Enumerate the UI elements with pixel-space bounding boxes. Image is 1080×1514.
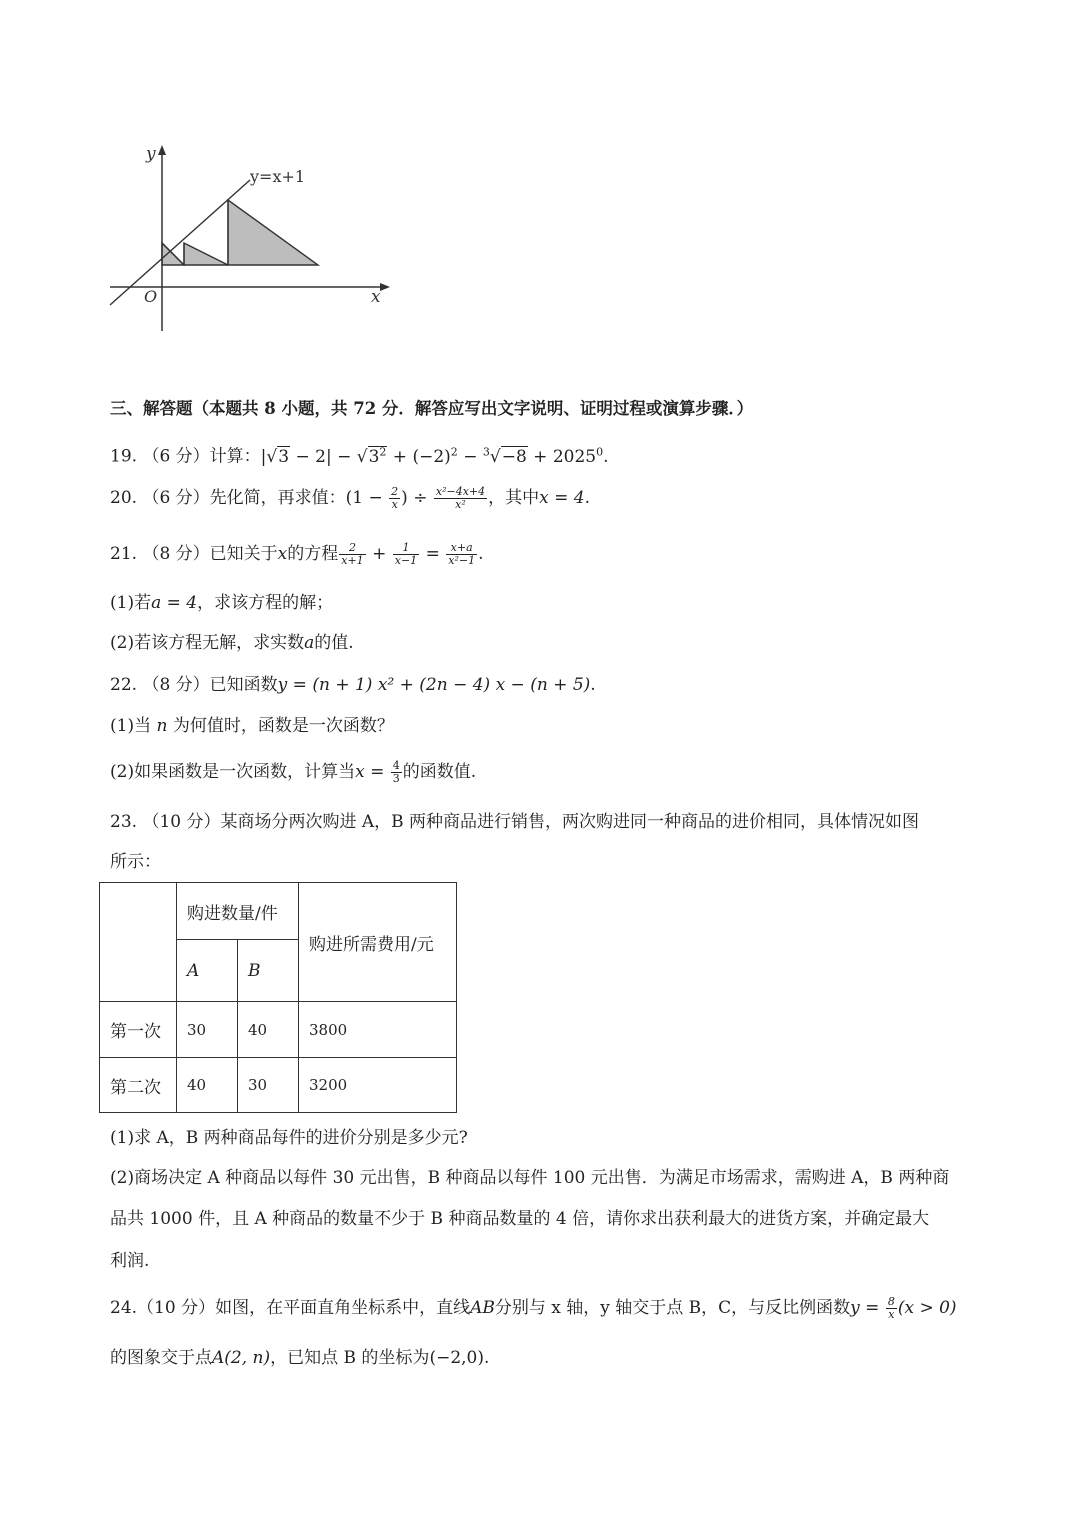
line-label: y=x+1 (250, 167, 306, 186)
origin-label: O (144, 287, 158, 306)
question-21: 21. （8 分）已知关于x的方程 $\frac{2}{x+1}$ + $\frac{1}{x-1}$ = $\frac{x+a}{\text{x²−1}}$ . (110, 541, 484, 567)
question-23-line-2: 所示： (110, 852, 161, 872)
question-22-part-1: (1)当 n 为何值时，函数是一次函数？ (110, 716, 394, 736)
question-23-part-2-line-3: 利润. (110, 1251, 150, 1271)
question-21-part-1: (1)若a = 4，求该方程的解； (110, 593, 334, 613)
y-axis-arrow (158, 145, 166, 155)
question-23-line-1: 23. （10 分）某商场分两次购进 A，B 两种商品进行销售，两次购进同一种商品的进价相同，具体情况如图 (110, 812, 920, 832)
medium-triangle (184, 243, 228, 265)
question-22-part-2: (2)如果函数是一次函数，计算当x = $\frac{4}{3}$ 的函数值. (110, 759, 477, 785)
x-axis-arrow (380, 283, 390, 291)
question-20: 20. （6 分）先化简，再求值：(1 − $\frac{2}{x}$ ) ÷ $\frac{\text{x²−4x+4}}{\text{x²}}$ ，其中x = 4. (110, 485, 590, 511)
question-19: 19. （6 分）计算：$|√3 - 2| - √3^2 + (-2)^2 - ^3√-8 + 2025^0$. (110, 445, 609, 467)
question-24-line-2: 的图象交于点A(2, n)，已知点 B 的坐标为(−2,0). (110, 1348, 490, 1368)
table-col-a: A (177, 940, 238, 1002)
table-row: 第二次 40 30 3200 (100, 1058, 457, 1113)
coordinate-figure (100, 135, 400, 335)
q19-formula: $|√3 - 2| - √3^2 + (-2)^2 - ^3√-8 + 2025^0$. (260, 445, 609, 467)
table-col-b: B (238, 940, 299, 1002)
y-axis-label: y (146, 144, 156, 164)
question-23-part-2-line-1: (2)商场决定 A 种商品以每件 30 元出售，B 种商品以每件 100 元出售．为满足市场需求，需购进 A，B 两种商 (110, 1168, 950, 1188)
table-row: 第一次 30 40 3800 (100, 1002, 457, 1058)
table-header-qty: 购进数量/件 (177, 883, 299, 940)
section-title: 三、解答题（本题共 8 小题，共 72 分．解答应写出文字说明、证明过程或演算步骤．） (110, 399, 754, 418)
table-header-cost: 购进所需费用/元 (299, 883, 457, 1002)
x-axis-label: x (371, 287, 381, 307)
question-23-part-2-line-2: 品共 1000 件，且 A 种商品的数量不少于 B 种商品数量的 4 倍，请你求出获利最大的进货方案，并确定最大 (110, 1209, 930, 1229)
question-22: 22. （8 分）已知函数y = (n + 1) x² + (2n − 4) x − (n + 5). (110, 675, 596, 695)
question-23-part-1: (1)求 A，B 两种商品每件的进价分别是多少元? (110, 1128, 468, 1148)
purchase-table (99, 882, 457, 1113)
table-corner-cell (100, 883, 177, 1002)
question-21-part-2: (2)若该方程无解，求实数a的值. (110, 633, 354, 653)
question-24-line-1: 24.（10 分）如图，在平面直角坐标系中，直线AB分别与 x 轴，y 轴交于点 B，C，与反比例函数y = $\frac{8}{x}$ (x > 0) (110, 1295, 957, 1321)
large-triangle (228, 200, 318, 265)
